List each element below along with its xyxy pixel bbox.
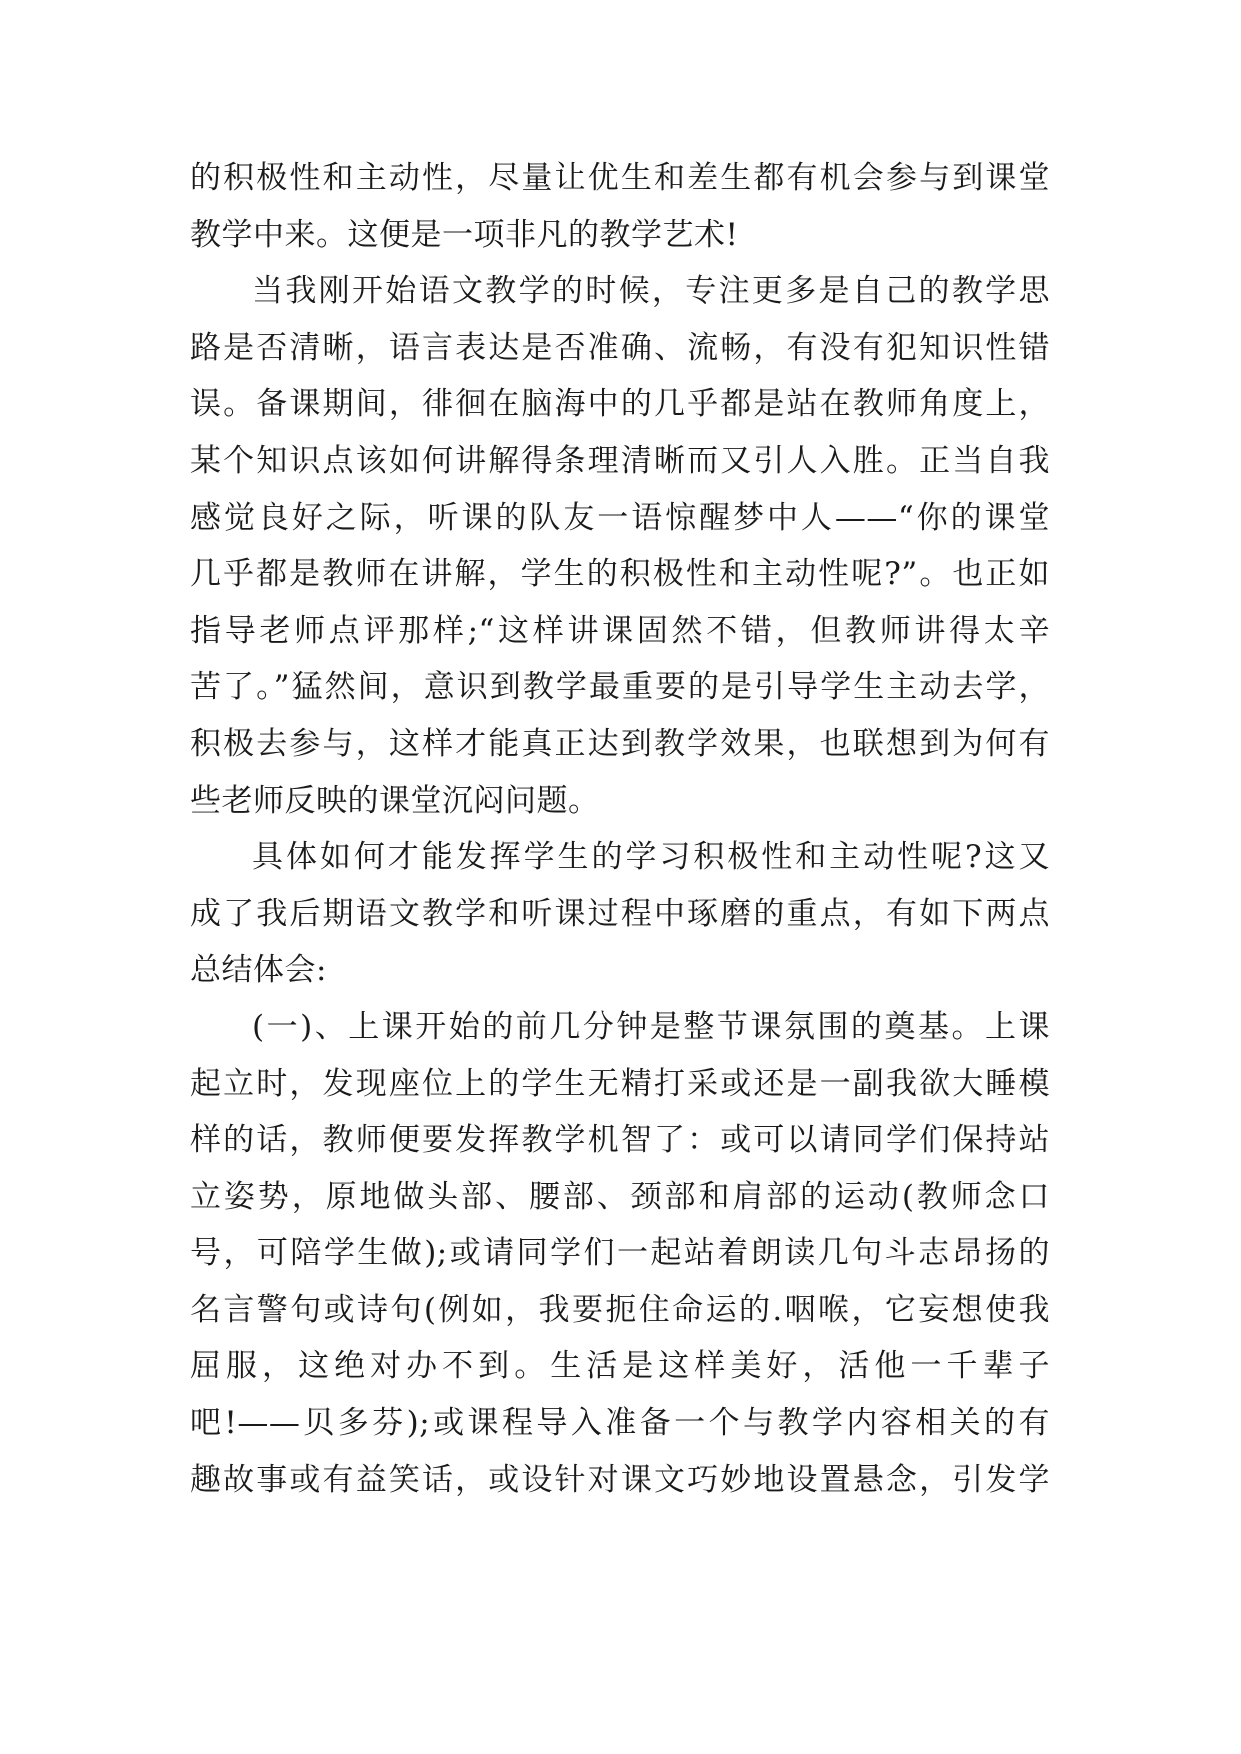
body-text — [190, 150, 1050, 1508]
text-line: 几乎都是教师在讲解，学生的积极性和主动性呢?”。也正如 — [190, 556, 1050, 593]
text-line: 趣故事或有益笑话，或设针对课文巧妙地设置悬念，引发学 — [190, 1461, 1050, 1498]
text-line: 感觉良好之际，听课的队友一语惊醒梦中人——“你的课堂 — [190, 499, 1050, 536]
text-line: 积极去参与，这样才能真正达到教学效果，也联想到为何有 — [190, 725, 1050, 762]
paragraph-start-line: 当我刚开始语文教学的时候，专注更多是自己的教学思 — [252, 273, 1050, 310]
text-line: 吧!——贝多芬);或课程导入准备一个与教学内容相关的有 — [190, 1405, 1050, 1442]
text-line: 某个知识点该如何讲解得条理清晰而又引人入胜。正当自我 — [190, 442, 1050, 479]
text-line: 误。备课期间，徘徊在脑海中的几乎都是站在教师角度上， — [190, 386, 1050, 423]
text-line: 些老师反映的课堂沉闷问题。 — [190, 782, 600, 819]
text-line: 指导老师点评那样;“这样讲课固然不错，但教师讲得太辛 — [190, 612, 1050, 649]
text-line: 苦了。”猛然间，意识到教学最重要的是引导学生主动去学， — [190, 669, 1050, 706]
text-line: 号，可陪学生做);或请同学们一起站着朗读几句斗志昂扬的 — [190, 1235, 1050, 1272]
text-line: 立姿势，原地做头部、腰部、颈部和肩部的运动(教师念口 — [190, 1178, 1050, 1215]
text-line: 样的话，教师便要发挥教学机智了：或可以请同学们保持站 — [190, 1122, 1050, 1159]
paragraph-start-line: (一)、上课开始的前几分钟是整节课氛围的奠基。上课 — [252, 1008, 1050, 1045]
text-line: 教学中来。这便是一项非凡的教学艺术! — [190, 216, 739, 253]
text-line: 的积极性和主动性，尽量让优生和差生都有机会参与到课堂 — [190, 160, 1050, 196]
text-line: 总结体会: — [190, 952, 327, 989]
text-line: 起立时，发现座位上的学生无精打采或还是一副我欲大睡模 — [190, 1065, 1050, 1102]
text-line: 名言警句或诗句(例如，我要扼住命运的.咽喉，它妄想使我 — [190, 1291, 1050, 1328]
text-line: 路是否清晰，语言表达是否准确、流畅，有没有犯知识性错 — [190, 329, 1050, 366]
paragraph-start-line: 具体如何才能发挥学生的学习积极性和主动性呢?这又 — [252, 839, 1050, 876]
text-line: 屈服，这绝对办不到。生活是这样美好，活他一千辈子 — [190, 1348, 1050, 1385]
text-line: 成了我后期语文教学和听课过程中琢磨的重点，有如下两点 — [190, 895, 1050, 932]
